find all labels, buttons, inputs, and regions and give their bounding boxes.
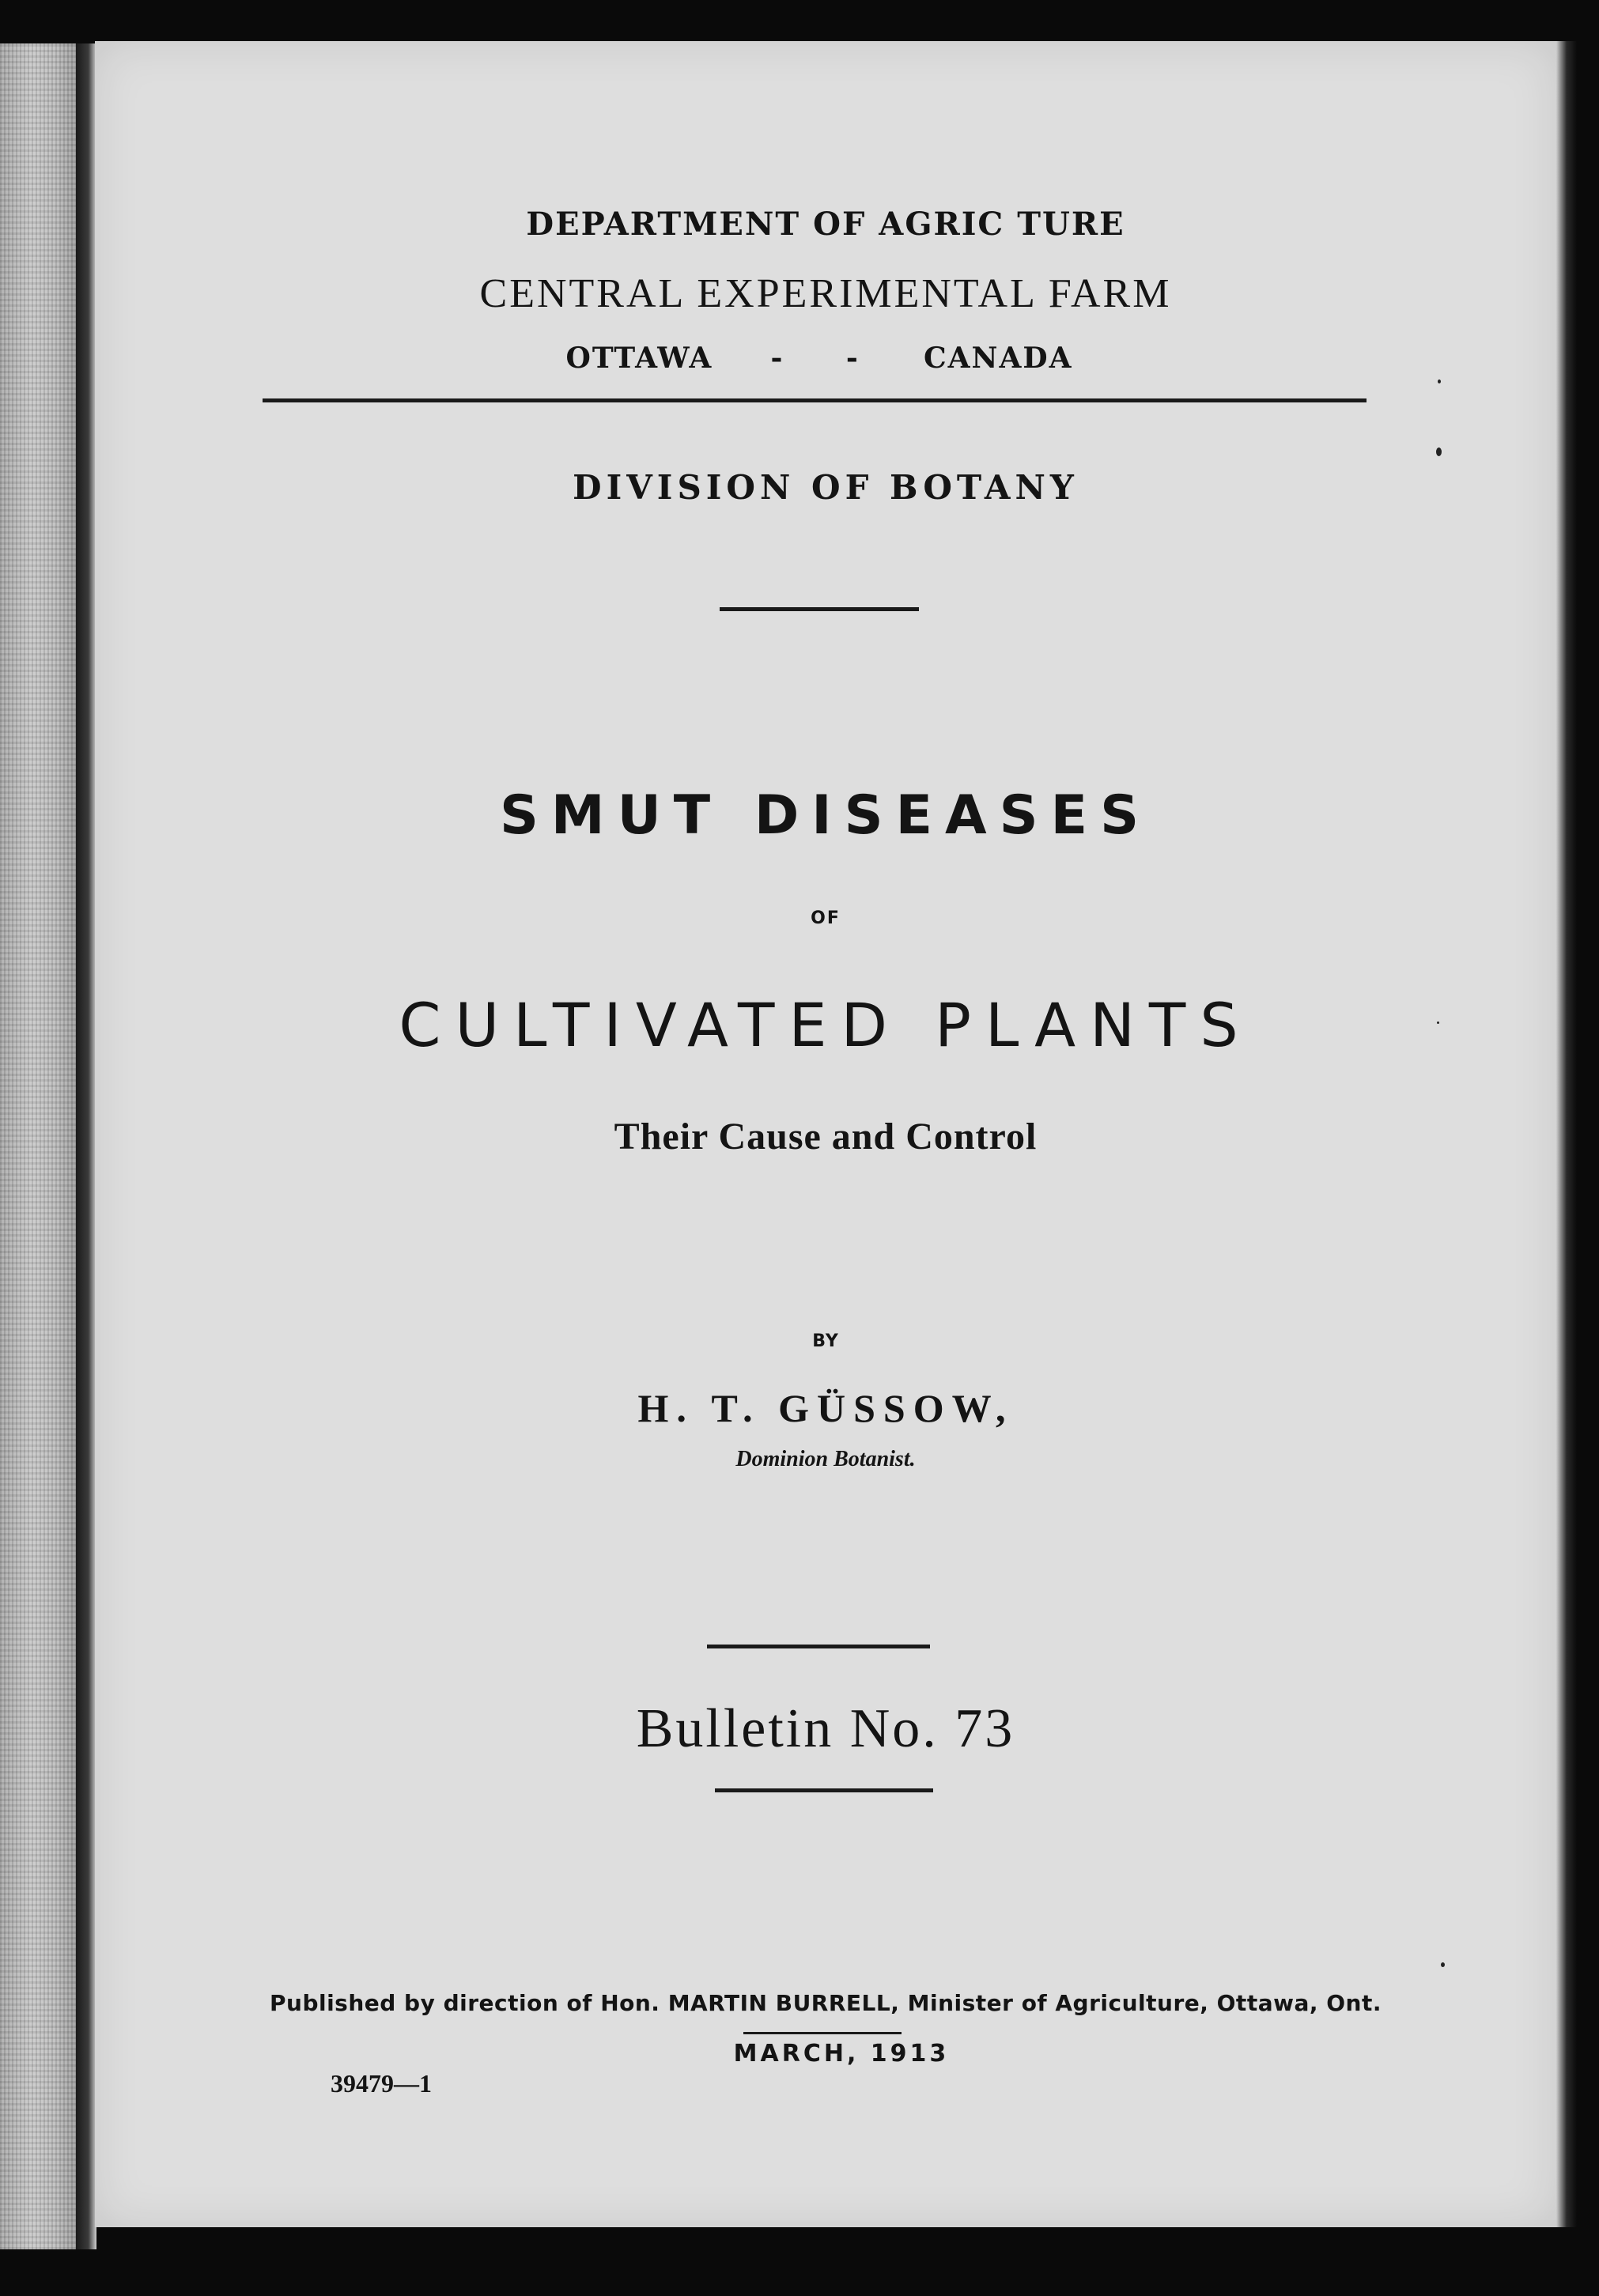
publication-date: MARCH, 1913 bbox=[733, 2040, 950, 2068]
bulletin-rule-bottom bbox=[715, 1788, 933, 1792]
title-line-1: SMUT DISEASES bbox=[499, 784, 1152, 847]
page-right-edge bbox=[1556, 41, 1577, 2227]
subtitle: Their Cause and Control bbox=[614, 1116, 1038, 1157]
bulletin-number: Bulletin No. 73 bbox=[636, 1698, 1015, 1759]
binding-edge bbox=[0, 43, 79, 2249]
scan-speck bbox=[1438, 380, 1441, 383]
farm-heading: CENTRAL EXPERIMENTAL FARM bbox=[479, 271, 1172, 316]
header-rule bbox=[263, 398, 1367, 402]
title-page bbox=[95, 41, 1556, 2227]
department-heading: DEPARTMENT OF AGRIC TURE bbox=[526, 206, 1125, 243]
by-label: BY bbox=[812, 1331, 839, 1351]
print-number: 39479—1 bbox=[331, 2069, 432, 2098]
scan-speck bbox=[1441, 1962, 1445, 1967]
publication-rule bbox=[743, 2032, 902, 2034]
publication-statement: Published by direction of Hon. MARTIN BURRELL, Minister of Agriculture, Ottawa, Ont. bbox=[269, 1990, 1382, 2016]
scan-speck bbox=[1436, 447, 1442, 456]
location-separator: - - bbox=[770, 342, 885, 375]
title-line-2: CULTIVATED PLANTS bbox=[399, 990, 1253, 1060]
city-name: OTTAWA bbox=[565, 342, 713, 375]
division-heading: DIVISION OF BOTANY bbox=[573, 468, 1079, 507]
bulletin-rule-top bbox=[707, 1645, 930, 1648]
title-connector: OF bbox=[811, 908, 841, 928]
location-line bbox=[89, 342, 1550, 375]
author-name: H. T. GÜSSOW, bbox=[637, 1386, 1014, 1430]
country-name: CANADA bbox=[923, 342, 1073, 375]
short-rule bbox=[720, 607, 919, 611]
scan-speck bbox=[1437, 1021, 1439, 1024]
author-role: Dominion Botanist. bbox=[735, 1447, 916, 1471]
